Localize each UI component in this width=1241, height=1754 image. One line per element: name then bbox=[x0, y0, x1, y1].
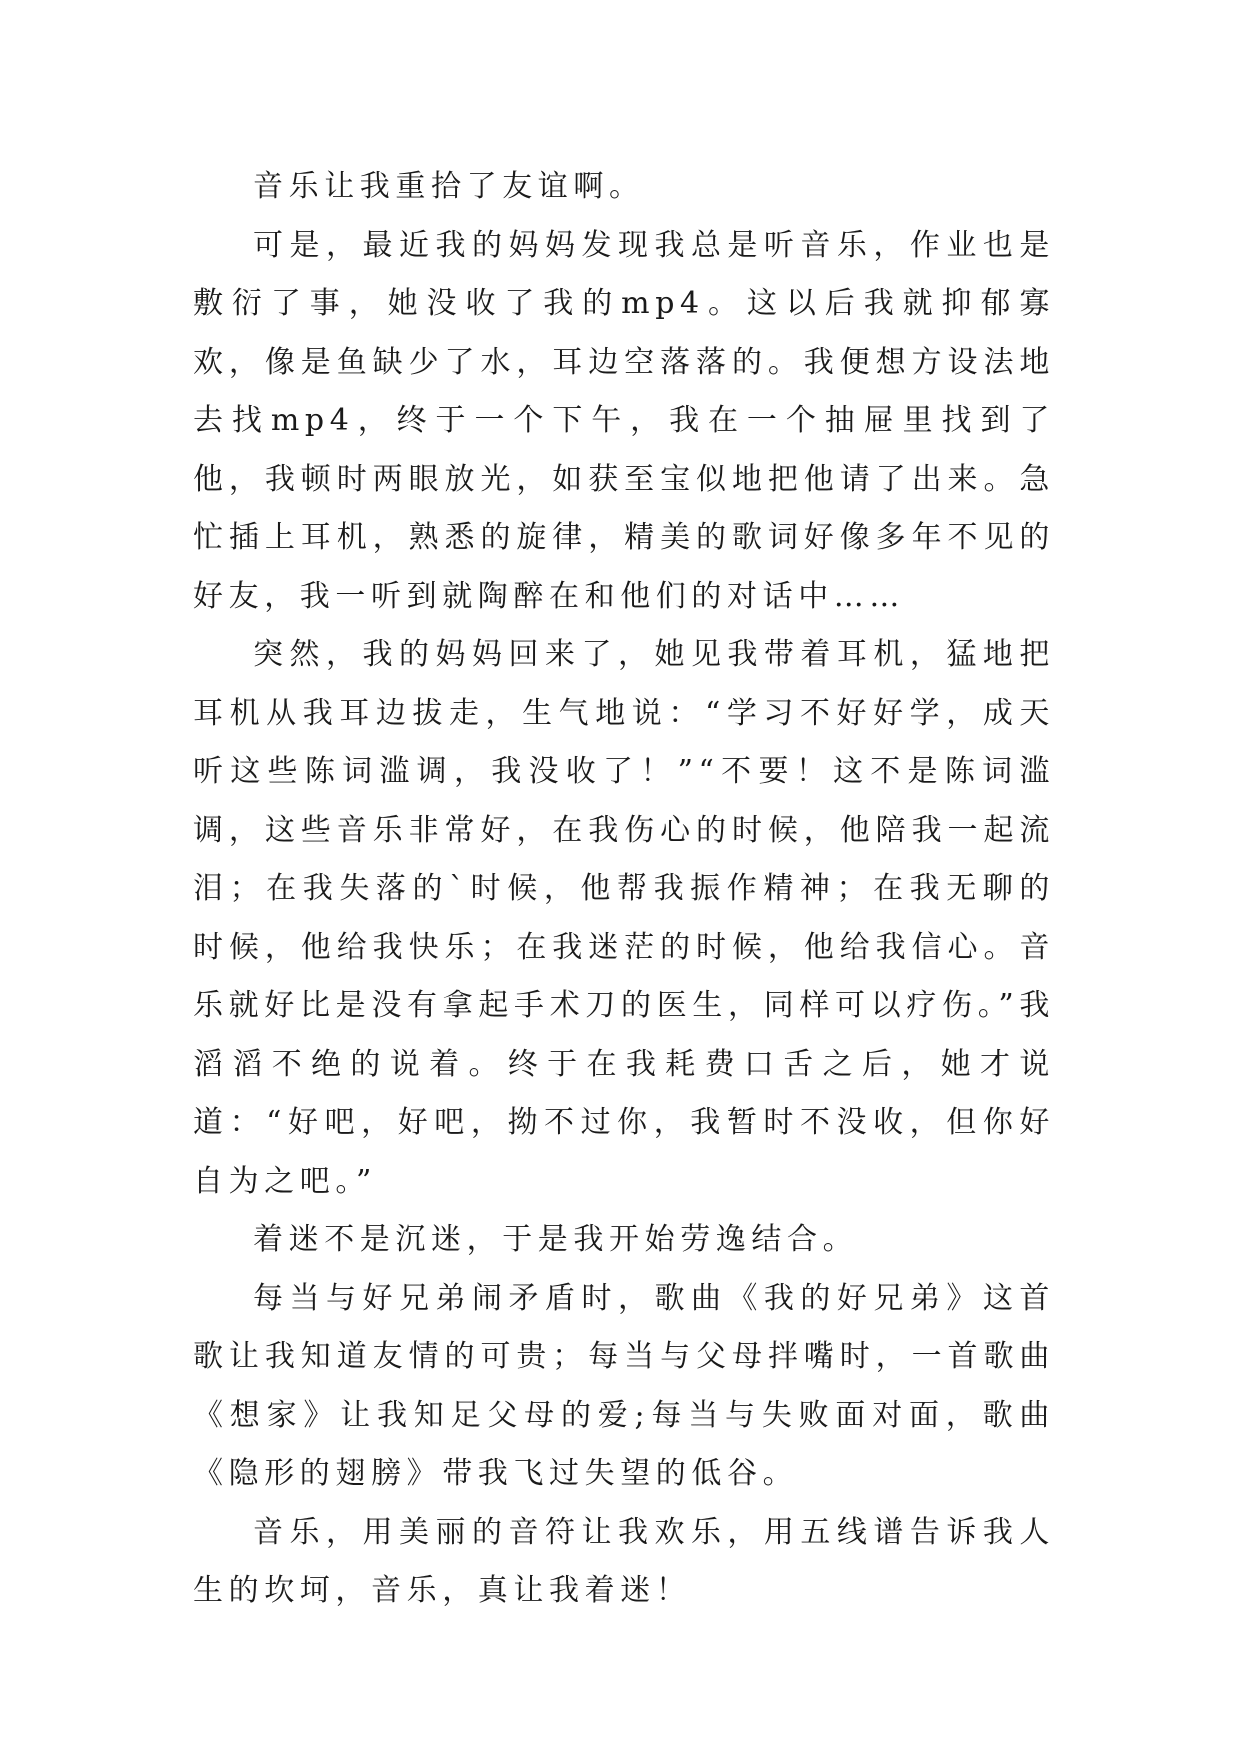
paragraph-2: 可是，最近我的妈妈发现我总是听音乐，作业也是敷衍了事，她没收了我的mp4。这以后我就抑郁寡欢，像是鱼缺少了水，耳边空落落的。我便想方设法地去找mp4，终于一个下午，我在一个抽屉里找到了他，我顿时两眼放光，如获至宝似地把他请了出来。急忙插上耳机，熟悉的旋律，精美的歌词好像多年不见的好友，我一听到就陶醉在和他们的对话中…… bbox=[193, 227, 1055, 614]
paragraph-3: 突然，我的妈妈回来了，她见我带着耳机，猛地把耳机从我耳边拔走，生气地说：“学习不好好学，成天听这些陈词滥调，我没收了！”“不要！这不是陈词滥调，这些音乐非常好，在我伤心的时候，他陪我一起流泪；在我失落的`时候，他帮我振作精神；在我无聊的时候，他给我快乐；在我迷茫的时候，他给我信心。音乐就好比是没有拿起手术刀的医生，同样可以疗伤。”我滔滔不绝的说着。终于在我耗费口舌之后，她才说道：“好吧，好吧，拗不过你，我暂时不没收，但你好自为之吧。” bbox=[193, 637, 1055, 1199]
paragraph-5: 每当与好兄弟闹矛盾时，歌曲《我的好兄弟》这首歌让我知道友情的可贵；每当与父母拌嘴时，一首歌曲《想家》让我知足父母的爱;每当与失败面对面，歌曲《隐形的翅膀》带我飞过失望的低谷。 bbox=[193, 1280, 1055, 1491]
paragraph-6: 音乐，用美丽的音符让我欢乐，用五线谱告诉我人生的坎坷，音乐，真让我着迷！ bbox=[193, 1514, 1055, 1608]
essay-body bbox=[193, 158, 1055, 1621]
paragraph-4: 着迷不是沉迷，于是我开始劳逸结合。 bbox=[253, 1222, 859, 1257]
paragraph-1: 音乐让我重拾了友谊啊。 bbox=[253, 169, 645, 204]
